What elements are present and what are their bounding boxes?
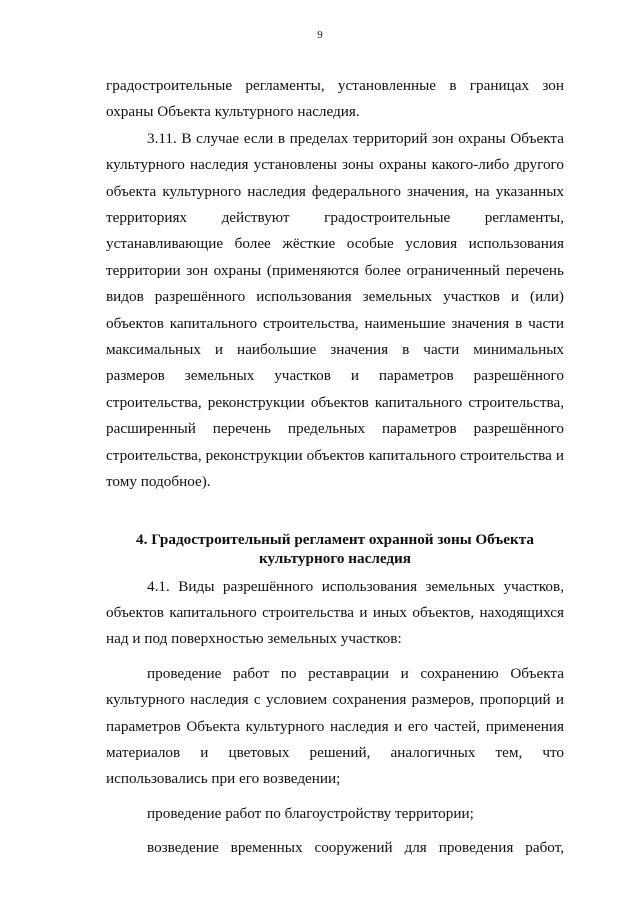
paragraph-4-1: 4.1. Виды разрешённого использования земельных участков, объектов капитального строительства и иных объектов, находящихся над и под поверхностью земельных участков:	[106, 577, 564, 648]
list-item-restoration: проведение работ по реставрации и сохранению Объекта культурного наследия с условием сохранения размеров, пропорций и параметров Объекта культурного наследия и его частей, применения материалов и цветовых решений, аналогичных тем, что использовались при его возведении;	[106, 664, 564, 788]
paragraph-continuation: градостроительные регламенты, установленные в границах зон охраны Объекта культурного наследия.	[106, 77, 564, 121]
section-heading-line-1: 4. Градостроительный регламент охранной зоны Объекта	[136, 530, 534, 548]
paragraph-3-11: 3.11. В случае если в пределах территорий зон охраны Объекта культурного наследия установлены зоны охраны какого-либо другого объекта культурного наследия федерального значения, на указанных территориях действуют градостроительные регламенты, устанавливающие более жёсткие особые условия использования территории зон охраны (применяются более ограниченный перечень видов разрешённого использования земельных участков и (или) объектов капитального строительства, наименьшие значения в части максимальных и наибольшие значения в части минимальных размеров земельных участков и параметров разрешённого строительства, реконструкции объектов капитального строительства, расширенный перечень предельных параметров разрешённого строительства, реконструкции объектов капитального строительства и тому подобное).	[106, 129, 564, 491]
section-heading	[106, 530, 564, 568]
list-item-temporary-structures: возведение временных сооружений для проведения работ,	[147, 839, 564, 857]
list-item-landscaping: проведение работ по благоустройству территории;	[147, 804, 474, 822]
document-body	[106, 73, 564, 862]
page-number: 9	[317, 29, 323, 41]
section-heading-line-2: культурного наследия	[258, 549, 412, 567]
